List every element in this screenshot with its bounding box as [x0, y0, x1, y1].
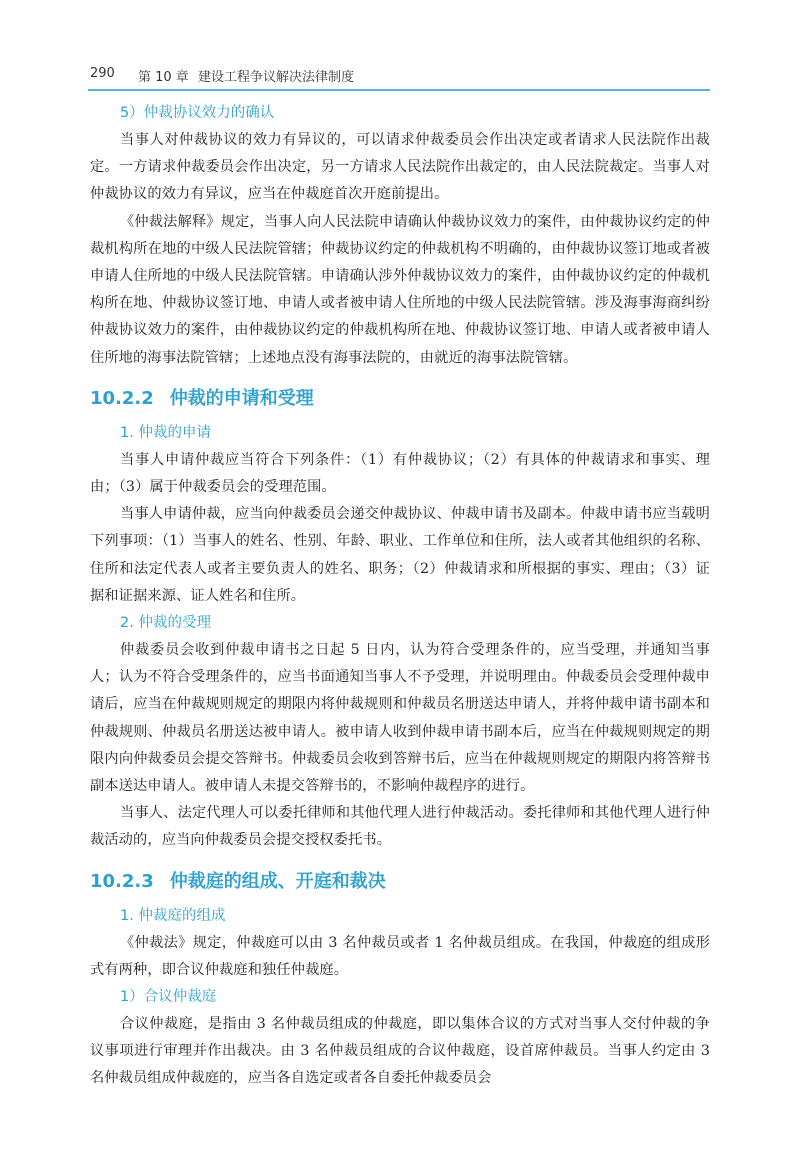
page-body [90, 100, 710, 1093]
section-number: 10.2.3 [90, 870, 154, 892]
section-number: 10.2.2 [90, 387, 154, 409]
section-title: 仲裁庭的组成、开庭和裁决 [169, 870, 386, 892]
paragraph: 当事人申请仲裁应当符合下列条件：（1）有仲裁协议；（2）有具体的仲裁请求和事实、理由；（3）属于仲裁委员会的受理范围。 [90, 451, 710, 496]
paragraph: 当事人对仲裁协议的效力有异议的，可以请求仲裁委员会作出决定或者请求人民法院作出裁定。一方请求仲裁委员会作出决定，另一方请求人民法院作出裁定的，由人民法院裁定。当事人对仲裁协议的效力有异议，应当在仲裁庭首次开庭前提出。 [90, 132, 710, 203]
chapter-title: 建设工程争议解决法律制度 [198, 70, 355, 85]
subheading-arbitration-acceptance: 2. 仲裁的受理 [120, 615, 211, 632]
subheading-collegial-tribunal: 1）合议仲裁庭 [120, 989, 217, 1006]
section-heading-10-2-3 [90, 867, 710, 897]
page-number: 290 [90, 66, 115, 81]
chapter-label: 第 10 章 [138, 70, 189, 85]
paragraph: 合议仲裁庭，是指由 3 名仲裁员组成的仲裁庭，即以集体合议的方式对当事人交付仲裁的争议事项进行审理并作出裁决。由 3 名仲裁员组成的合议仲裁庭，设首席仲裁员。当事人约定由 3 名仲裁员组成仲裁庭的，应当各自选定或者各自委托仲裁委员会 [90, 1016, 710, 1087]
paragraph: 当事人、法定代理人可以委托律师和其他代理人进行仲裁活动。委托律师和其他代理人进行仲裁活动的，应当向仲裁委员会提交授权委托书。 [90, 805, 710, 849]
paragraph: 仲裁委员会收到仲裁申请书之日起 5 日内，认为符合受理条件的，应当受理，并通知当事人；认为不符合受理条件的，应当书面通知当事人不予受理，并说明理由。仲裁委员会受理仲裁申请后，应当在仲裁规则规定的期限内将仲裁规则和仲裁员名册送达申请人，并将仲裁申请书副本和仲裁规则、仲裁员名册送达被申请人。被申请人收到仲裁申请书副本后，应当在仲裁规则规定的期限内向仲裁委员会提交答辩书。仲裁委员会收到答辩书后，应当在仲裁规则规定的期限内将答辩书副本送达申请人。被申请人未提交答辩书的，不影响仲裁程序的进行。 [90, 642, 710, 795]
section-title: 仲裁的申请和受理 [169, 387, 314, 409]
paragraph: 《仲裁法》规定，仲裁庭可以由 3 名仲裁员或者 1 名仲裁员组成。在我国，仲裁庭的组成形式有两种，即合议仲裁庭和独任仲裁庭。 [90, 934, 710, 978]
subheading-arbitration-application: 1. 仲裁的申请 [120, 424, 211, 441]
section-heading-10-2-2 [90, 384, 710, 414]
paragraph: 《仲裁法解释》规定，当事人向人民法院申请确认仲裁协议效力的案件，由仲裁协议约定的仲裁机构所在地的中级人民法院管辖；仲裁协议约定的仲裁机构不明确的，由仲裁协议签订地或者被申请人住所地的中级人民法院管辖。申请确认涉外仲裁协议效力的案件，由仲裁协议约定的仲裁机构所在地、仲裁协议签订地、申请人或者被申请人住所地的中级人民法院管辖。涉及海事海商纠纷仲裁协议效力的案件，由仲裁协议约定的仲裁机构所在地、仲裁协议签订地、申请人或者被申请人住所地的海事法院管辖；上述地点没有海事法院的，由就近的海事法院管辖。 [90, 213, 710, 366]
paragraph: 当事人申请仲裁，应当向仲裁委员会递交仲裁协议、仲裁申请书及副本。仲裁申请书应当载明下列事项：（1）当事人的姓名、性别、年龄、职业、工作单位和住所，法人或者其他组织的名称、住所和法定代表人或者主要负责人的姓名、职务；（2）仲裁请求和所根据的事实、理由；（3）证据和证据来源、证人姓名和住所。 [90, 506, 710, 604]
subheading-arbitration-agreement-validity: 5）仲裁协议效力的确认 [120, 105, 275, 121]
page-header [90, 66, 710, 88]
header-rule [88, 89, 710, 91]
subheading-tribunal-composition: 1. 仲裁庭的组成 [120, 907, 226, 924]
